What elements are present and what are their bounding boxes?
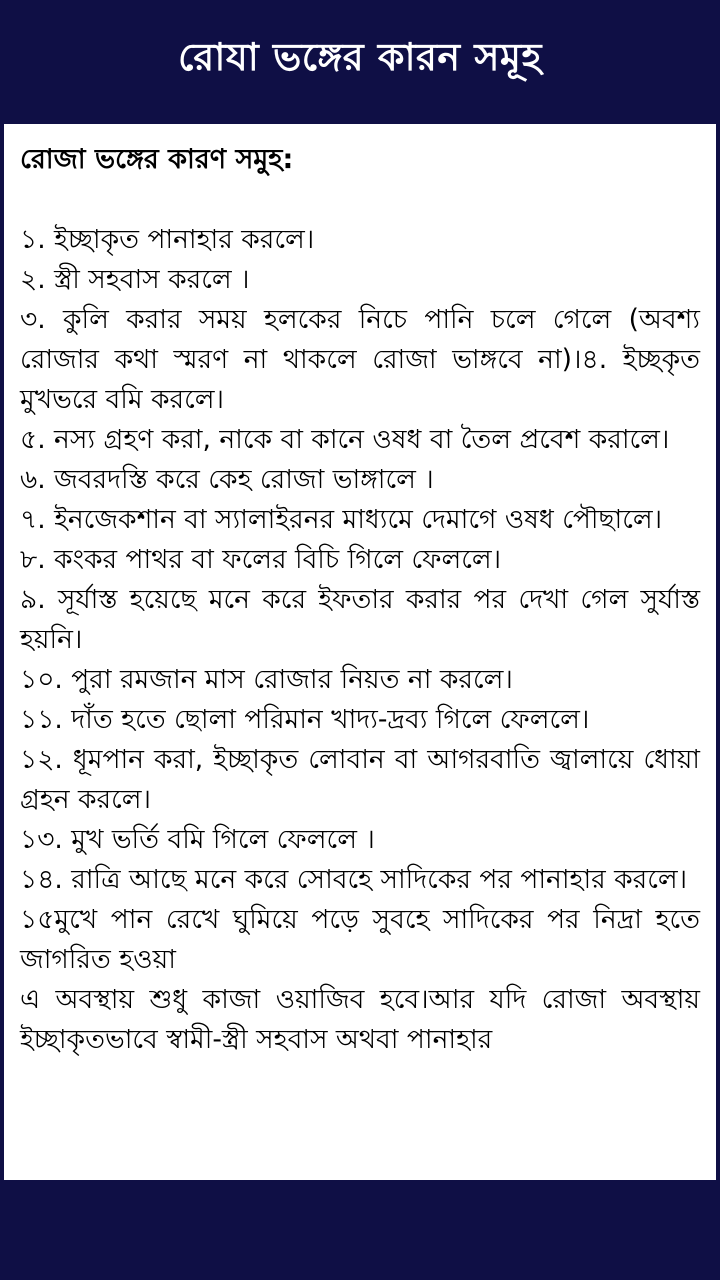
app-bar: [0, 0, 720, 124]
content-text-block: [4, 124, 716, 1060]
list-item: ১. ইচ্ছাকৃত পানাহার করলে।: [20, 224, 315, 255]
list-item: ১৪. রাত্রি আছে মনে করে সোবহে সাদিকের পর পানাহার করলে।: [20, 864, 688, 895]
section-heading: রোজা ভঙ্গের কারণ সমুহ:: [20, 144, 294, 175]
list-item: ২. স্ত্রী সহবাস করলে ।: [20, 264, 250, 295]
list-item: ১২. ধূমপান করা, ইচ্ছাকৃত লোবান বা আগরবাতি জ্বালায়ে ধোয়া গ্রহন করলে।: [20, 744, 700, 815]
list-item: ৬. জবরদস্তি করে কেহ রোজা ভাঙ্গালে ।: [20, 464, 434, 495]
list-item: ৯. সূর্যাস্ত হয়েছে মনে করে ইফতার করার পর দেখা গেল সুর্যাস্ত হয়নি।: [20, 584, 700, 655]
bottom-bar: [0, 1180, 720, 1280]
list-item: ১৩. মুখ ভর্তি বমি গিলে ফেললে ।: [20, 824, 375, 855]
list-item: এ অবস্থায় শুধু কাজা ওয়াজিব হবে।আর যদি রোজা অবস্থায় ইচ্ছাকৃতভাবে স্বামী-স্ত্রী সহবাস অথবা পানাহার: [20, 984, 700, 1055]
list-item: ১৫মুখে পান রেখে ঘুমিয়ে পড়ে সুবহে সাদিকের পর নিদ্রা হতে জাগরিত হওয়া: [20, 904, 700, 975]
list-item: ৩. কুলি করার সময় হলকের নিচে পানি চলে গেলে (অবশ্য রোজার কথা স্মরণ না থাকলে রোজা ভাঙ্গবে না)।৪. ইচ্ছকৃত মুখভরে বমি করলে।: [20, 304, 700, 415]
content-scroll-area[interactable]: [4, 124, 716, 1180]
list-item: ১০. পুরা রমজান মাস রোজার নিয়ত না করলে।: [20, 664, 513, 695]
list-item: ৭. ইনজেকশান বা স্যালাইরনর মাধ্যমে দেমাগে ওষধ পৌছালে।: [20, 504, 663, 535]
list-item: ৫. নস্য গ্রহণ করা, নাকে বা কানে ওষধ বা তৈল প্রবেশ করালে।: [20, 424, 670, 455]
list-item: ৮. কংকর পাথর বা ফলের বিচি গিলে ফেললে।: [20, 544, 502, 575]
page-title: রোযা ভঙ্গের কারন সমূহ: [178, 35, 542, 79]
list-item: ১১. দাঁত হতে ছোলা পরিমান খাদ্য-দ্রব্য গিলে ফেললে।: [20, 704, 590, 735]
